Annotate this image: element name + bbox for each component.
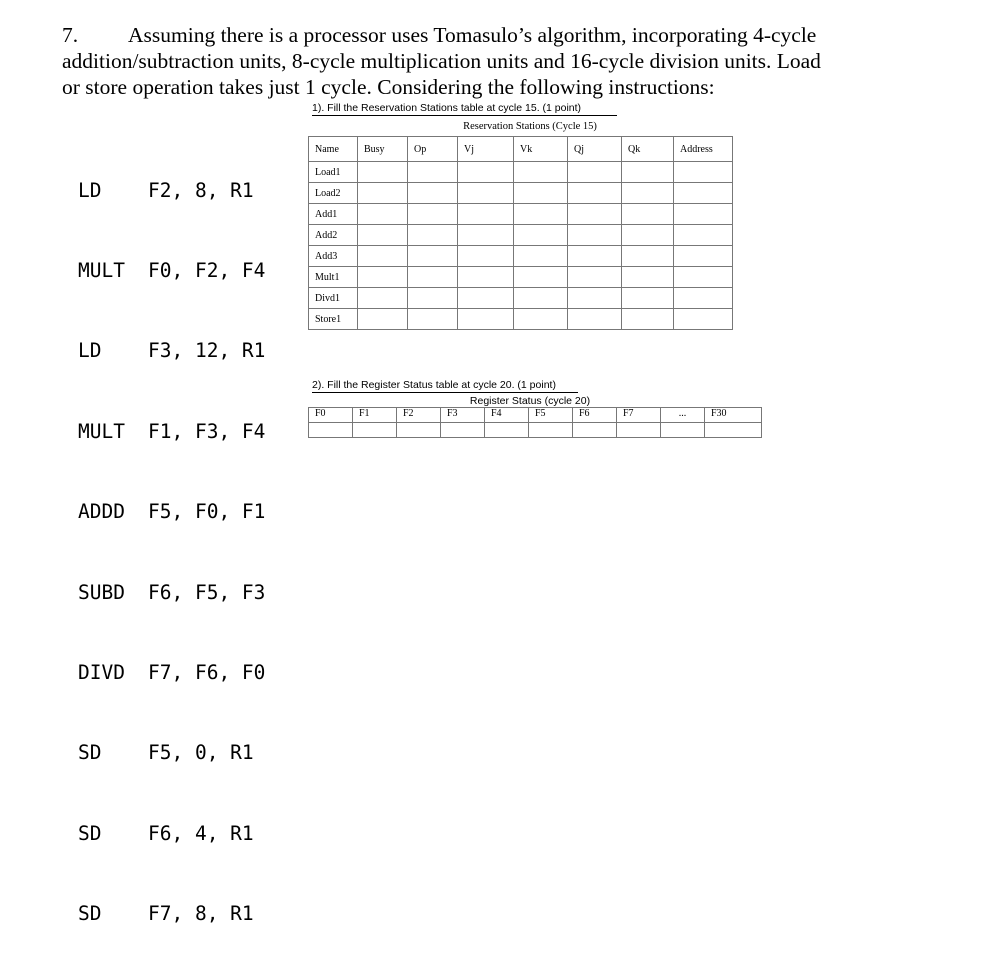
- station-name: Add2: [309, 225, 358, 246]
- station-name: Store1: [309, 309, 358, 330]
- register-label: F1: [353, 408, 397, 423]
- instruction-line: SD F5, 0, R1: [78, 741, 254, 765]
- register-label: ...: [661, 408, 705, 423]
- table-row: [309, 162, 733, 183]
- cell[interactable]: [674, 162, 733, 183]
- question-text: [62, 22, 962, 100]
- cell[interactable]: [568, 267, 622, 288]
- cell[interactable]: [622, 225, 674, 246]
- table-row: [309, 183, 733, 204]
- table-row: [309, 225, 733, 246]
- cell[interactable]: [358, 183, 408, 204]
- register-value-row: [309, 423, 762, 438]
- instruction-line: MULT F0, F2, F4: [78, 258, 266, 282]
- cell[interactable]: [622, 288, 674, 309]
- cell[interactable]: [358, 204, 408, 225]
- cell[interactable]: [408, 162, 458, 183]
- question-line-2: addition/subtraction units, 8-cycle multiplication units and 16-cycle division units. Load: [62, 49, 821, 73]
- cell[interactable]: [622, 246, 674, 267]
- cell[interactable]: [358, 288, 408, 309]
- register-status-title: Register Status (cycle 20): [469, 395, 591, 407]
- column-header: Busy: [358, 137, 408, 162]
- instruction-list: [78, 124, 265, 955]
- station-name: Add3: [309, 246, 358, 267]
- cell[interactable]: [529, 423, 573, 438]
- cell[interactable]: [568, 225, 622, 246]
- cell[interactable]: [568, 288, 622, 309]
- cell[interactable]: [408, 225, 458, 246]
- register-status-table: [308, 407, 762, 438]
- cell[interactable]: [514, 288, 568, 309]
- cell[interactable]: [358, 267, 408, 288]
- cell[interactable]: [674, 288, 733, 309]
- column-header: Vk: [514, 137, 568, 162]
- cell[interactable]: [458, 246, 514, 267]
- cell[interactable]: [622, 204, 674, 225]
- cell[interactable]: [358, 309, 408, 330]
- instruction-line: SUBD F6, F5, F3: [78, 580, 266, 604]
- cell[interactable]: [485, 423, 529, 438]
- cell[interactable]: [458, 183, 514, 204]
- cell[interactable]: [617, 423, 661, 438]
- cell[interactable]: [358, 162, 408, 183]
- column-header: Op: [408, 137, 458, 162]
- table-row: [309, 204, 733, 225]
- column-header: Qk: [622, 137, 674, 162]
- cell[interactable]: [622, 309, 674, 330]
- cell[interactable]: [568, 246, 622, 267]
- instruction-line: SD F7, 8, R1: [78, 902, 254, 926]
- table-row: [309, 309, 733, 330]
- cell[interactable]: [458, 267, 514, 288]
- register-label: F5: [529, 408, 573, 423]
- cell[interactable]: [458, 225, 514, 246]
- register-label: F4: [485, 408, 529, 423]
- register-label: F30: [705, 408, 762, 423]
- part2-prompt: 2). Fill the Register Status table at cycle 20. (1 point): [312, 379, 578, 393]
- cell[interactable]: [408, 204, 458, 225]
- cell[interactable]: [353, 423, 397, 438]
- instruction-line: ADDD F5, F0, F1: [78, 500, 266, 524]
- cell[interactable]: [458, 162, 514, 183]
- question-number: 7.: [62, 23, 79, 47]
- cell[interactable]: [568, 183, 622, 204]
- reservation-stations-table: [308, 136, 733, 330]
- cell[interactable]: [622, 267, 674, 288]
- station-name: Load2: [309, 183, 358, 204]
- cell[interactable]: [674, 309, 733, 330]
- register-label: F2: [397, 408, 441, 423]
- cell[interactable]: [514, 246, 568, 267]
- cell[interactable]: [568, 309, 622, 330]
- cell[interactable]: [408, 267, 458, 288]
- register-label: F7: [617, 408, 661, 423]
- reservation-stations-title: Reservation Stations (Cycle 15): [463, 121, 597, 132]
- cell[interactable]: [514, 267, 568, 288]
- register-label: F6: [573, 408, 617, 423]
- cell[interactable]: [458, 288, 514, 309]
- cell[interactable]: [568, 162, 622, 183]
- instruction-line: LD F3, 12, R1: [78, 339, 266, 363]
- table-header-row: [309, 137, 733, 162]
- column-header: Qj: [568, 137, 622, 162]
- column-header: Vj: [458, 137, 514, 162]
- register-header-row: [309, 408, 762, 423]
- cell[interactable]: [397, 423, 441, 438]
- question-line-3: or store operation takes just 1 cycle. Considering the following instructions:: [62, 75, 715, 99]
- cell[interactable]: [622, 183, 674, 204]
- cell[interactable]: [458, 204, 514, 225]
- instruction-line: SD F6, 4, R1: [78, 821, 254, 845]
- station-name: Divd1: [309, 288, 358, 309]
- cell[interactable]: [408, 309, 458, 330]
- cell[interactable]: [358, 246, 408, 267]
- station-name: Add1: [309, 204, 358, 225]
- cell[interactable]: [408, 288, 458, 309]
- instruction-line: MULT F1, F3, F4: [78, 419, 266, 443]
- instruction-line: LD F2, 8, R1: [78, 178, 254, 202]
- cell[interactable]: [573, 423, 617, 438]
- cell[interactable]: [674, 204, 733, 225]
- register-label: F3: [441, 408, 485, 423]
- part1-prompt: 1). Fill the Reservation Stations table at cycle 15. (1 point): [312, 102, 617, 116]
- cell[interactable]: [622, 162, 674, 183]
- cell[interactable]: [458, 309, 514, 330]
- cell[interactable]: [408, 183, 458, 204]
- cell[interactable]: [514, 204, 568, 225]
- instruction-line: DIVD F7, F6, F0: [78, 660, 266, 684]
- cell[interactable]: [408, 246, 458, 267]
- cell[interactable]: [705, 423, 762, 438]
- column-header: Address: [674, 137, 733, 162]
- station-name: Mult1: [309, 267, 358, 288]
- cell[interactable]: [674, 183, 733, 204]
- table-row: [309, 267, 733, 288]
- cell[interactable]: [568, 204, 622, 225]
- table-row: [309, 246, 733, 267]
- cell[interactable]: [514, 183, 568, 204]
- station-name: Load1: [309, 162, 358, 183]
- cell[interactable]: [309, 423, 353, 438]
- cell[interactable]: [661, 423, 705, 438]
- cell[interactable]: [514, 162, 568, 183]
- cell[interactable]: [358, 225, 408, 246]
- cell[interactable]: [674, 246, 733, 267]
- table-row: [309, 288, 733, 309]
- cell[interactable]: [514, 309, 568, 330]
- column-header: Name: [309, 137, 358, 162]
- register-label: F0: [309, 408, 353, 423]
- cell[interactable]: [674, 267, 733, 288]
- cell[interactable]: [441, 423, 485, 438]
- cell[interactable]: [514, 225, 568, 246]
- question-line-1: 7. Assuming there is a processor uses Tomasulo’s algorithm, incorporating 4-cycle: [62, 23, 817, 47]
- cell[interactable]: [674, 225, 733, 246]
